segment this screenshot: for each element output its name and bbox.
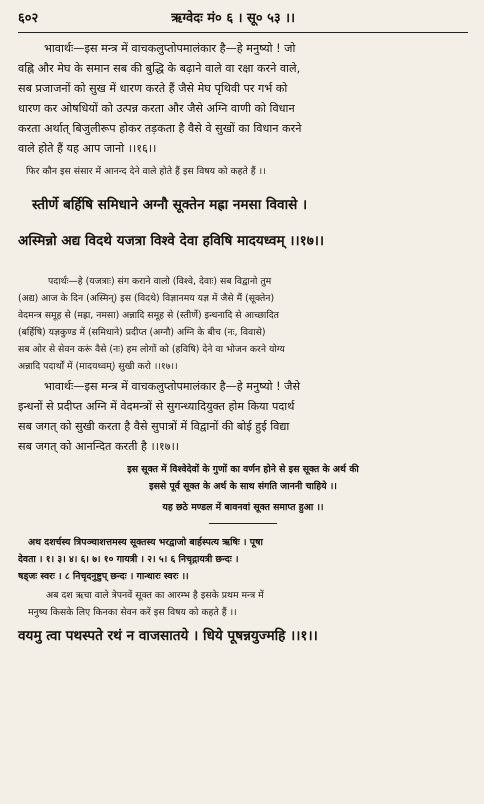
text-line: सब प्रजाजनों को सुख में धारण करते हैं जैसे मेघ पृथिवी पर गर्भ को (18, 82, 288, 95)
topic-intro: फिर कौन इस संसार में आनन्द देने वाले होते हैं इस विषय को कहते हैं ।। (26, 166, 266, 177)
text-line: भावार्थः—इस मन्त्र में वाचकलुप्तोपमालंकार है—हे मनुष्यो ! जो (44, 42, 296, 55)
text-line: सब जगत् को आनन्दित करती है ।।१७।। (18, 439, 180, 453)
text-line: अथ दशर्चस्य त्रिपञ्चाशत्तमस्य सूक्तस्य भरद्वाजो बार्हस्पत्य ऋषिः । पूषा (28, 536, 263, 548)
running-title: ऋग्वेदः मं० ६ । सू० ५३ ।। (171, 11, 296, 26)
header-rule (18, 32, 468, 33)
mantra-53-1: वयमु त्वा पथस्पते रथं न वाजसातये । धिये पूषन्नयुज्महि ।।१।। (18, 627, 318, 644)
text-line: वाले होते हैं यह आप जानो ।।१६।। (18, 142, 157, 155)
text-line: अन्नादि पदार्थों में (मादयध्वम्) सुखी करो ।।१७।। (18, 360, 178, 372)
text-line: सब ओर से सेवन करूं वैसे (नः) हम लोगों को (हविषि) देने वा भोजन करने योग्य (18, 343, 285, 355)
text-line: पदार्थः—हे (यजत्राः) संग कराने वालो (विश्वे, देवाः) सब विद्वानो तुम (48, 275, 272, 287)
text-line: (बर्हिषि) यज्ञकुण्ड में (समिधाने) प्रदीप्त (अग्नौ) अग्नि के बीच (नः, विवासे) (18, 326, 266, 338)
text-line: (अद्य) आज के दिन (अस्मिन्) इस (विदथे) विज्ञानमय यज्ञ में जैसे मैं (सूक्तेन) (18, 292, 275, 304)
padarth-17 (18, 273, 468, 375)
bhavarth-16 (18, 39, 468, 159)
text-line: करता अर्थात् बिजुलीरूप होकर तड़कता है वैसे वे सुखों का विधान करने (18, 122, 302, 135)
text-line: इन्धनों से प्रदीप्त अग्नि में वेदमन्त्रों से सुगन्ध्यादियुक्त होम किया पदार्थ (18, 399, 295, 413)
mantra-line: स्तीर्णे बर्हिषि समिधाने अग्नौ सूक्तेन मह्रा नमसा विवासे । (32, 196, 308, 213)
section-divider (209, 523, 277, 524)
text-line: षड्जः स्वरः । ८ निचृदनुष्टुप् छन्दः । गान्धारः स्वरः ।। (18, 570, 189, 582)
sukta-conclusion (18, 461, 468, 495)
text-line: देवता । १। ३। ४। ६। ७। १० गायत्री । २। ५। ६ निचृद्गायत्री छन्दः । (18, 553, 239, 565)
text-line: वेदमन्त्र समूह से (मह्रा, नमसा) अन्नादि समूह से (स्तीर्णे) इन्धनादि से आच्छादित (18, 309, 279, 321)
text-line: इस सूक्त में विश्वेदेवों के गुणों का वर्णन होने से इस सूक्त के अर्थ की (127, 463, 359, 475)
topic-intro-53 (18, 587, 468, 621)
text-line: वह्नि और मेघ के समान सब की बुद्धि के बढ़ाने वाले वा रक्षा करने वाले, (18, 62, 301, 75)
text-line: भावार्थः—इस मन्त्र में वाचकलुप्तोपमालंकार है—हे मनुष्यो ! जैसे (44, 379, 301, 393)
text-line: अब दश ऋचा वाले त्रेपनवें सूक्त का आरम्भ है इसके प्रथम मन्त्र में (46, 589, 264, 601)
sukta-completion: यह छठे मण्डल में बावनवां सूक्त समाप्त हुआ ।। (162, 501, 324, 513)
mantra-17 (18, 194, 468, 254)
bhavarth-17 (18, 377, 468, 457)
page-number: ६०२ (18, 11, 39, 26)
text-line: सब जगत् को सुखी करता है वैसे सुपात्रों में विद्वानों की बोई हुई विद्या (18, 419, 290, 433)
text-line: मनुष्य किसके लिए किनका सेवन करें इस विषय को कहते हैं ।। (28, 606, 237, 618)
page-header (18, 8, 468, 30)
text-line: धारण कर ओषधियों को उत्पन्न करता और जैसे अग्नि वाणी को विधान (18, 102, 295, 115)
text-line: इससे पूर्व सूक्त के अर्थ के साथ संगति जाननी चाहिये ।। (149, 480, 337, 492)
mantra-line: अस्मिन्नो अद्य विदथे यजत्रा विश्वे देवा हविषि मादयध्वम् ।।१७।। (18, 233, 325, 250)
sukta-53-meta (18, 534, 468, 585)
